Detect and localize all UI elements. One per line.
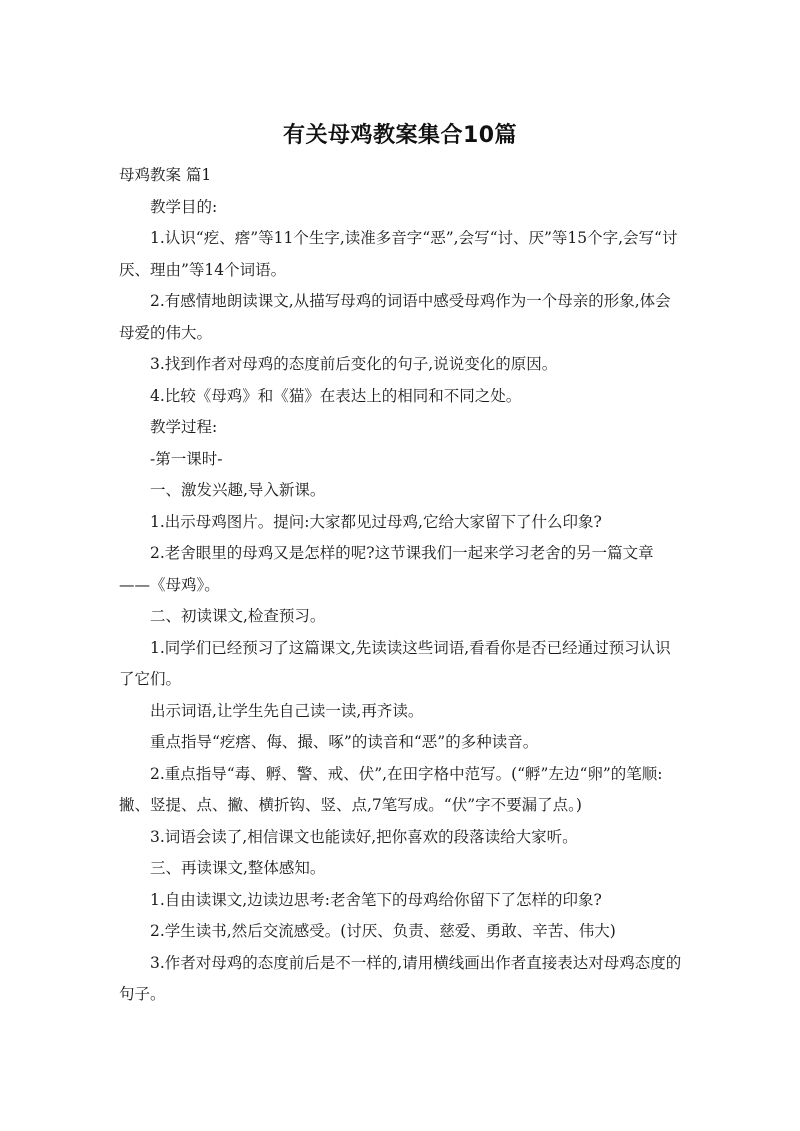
paragraph: 4.比较《母鸡》和《猫》在表达上的相同和不同之处。 bbox=[150, 386, 522, 405]
paragraph: 1.出示母鸡图片。提问:大家都见过母鸡,它给大家留下了什么印象? bbox=[150, 512, 602, 531]
paragraph: 教学过程: bbox=[150, 418, 218, 436]
paragraph: 教学目的: bbox=[150, 197, 218, 216]
paragraph: 重点指导“疙瘩、侮、撮、啄”的读音和“恶”的多种读音。 bbox=[150, 733, 539, 751]
paragraph: 2.老舍眼里的母鸡又是怎样的呢?这节课我们一起来学习老舍的另一篇文章——《母鸡》。 bbox=[119, 544, 654, 594]
paragraph: 1.同学们已经预习了这篇课文,先读读这些词语,看看你是否已经通过预习认识了它们。 bbox=[119, 638, 671, 688]
document-body bbox=[119, 160, 684, 1011]
paragraph: 1.自由读课文,边读边思考:老舍笔下的母鸡给你留下了怎样的印象? bbox=[150, 890, 602, 909]
paragraph: 出示词语,让学生先自己读一读,再齐读。 bbox=[150, 701, 424, 720]
document-title: 有关母鸡教案集合10篇 bbox=[282, 123, 518, 148]
paragraph: 2.学生读书,然后交流感受。(讨厌、负责、慈爱、勇敢、辛苦、伟大) bbox=[150, 922, 616, 940]
paragraph: 3.词语会读了,相信课文也能读好,把你喜欢的段落读给大家听。 bbox=[150, 827, 578, 846]
paragraph: 三、再读课文,整体感知。 bbox=[150, 859, 326, 877]
paragraph: 二、初读课文,检查预习。 bbox=[150, 607, 326, 625]
paragraph: 2.有感情地朗读课文,从描写母鸡的词语中感受母鸡作为一个母亲的形象,体会母爱的伟大。 bbox=[119, 292, 671, 342]
paragraph: 2.重点指导“毒、孵、警、戒、伏”,在田字格中范写。(“孵”左边“卵”的笔顺:撇、竖提、点、撇、横折钩、竖、点,7笔写成。“伏”字不要漏了点。) bbox=[119, 764, 663, 814]
paragraph: 1.认识“疙、瘩”等11个生字,读准多音字“恶”,会写“讨、厌”等15个字,会写“讨厌、理由”等14个词语。 bbox=[119, 229, 678, 279]
paragraph: 3.作者对母鸡的态度前后是不一样的,请用横线画出作者直接表达对母鸡态度的句子。 bbox=[119, 953, 682, 1003]
paragraph: 3.找到作者对母鸡的态度前后变化的句子,说说变化的原因。 bbox=[150, 355, 558, 373]
paragraph: -第一课时- bbox=[150, 449, 223, 468]
paragraph: 一、激发兴趣,导入新课。 bbox=[150, 481, 326, 499]
section-heading: 母鸡教案 篇1 bbox=[119, 166, 212, 184]
